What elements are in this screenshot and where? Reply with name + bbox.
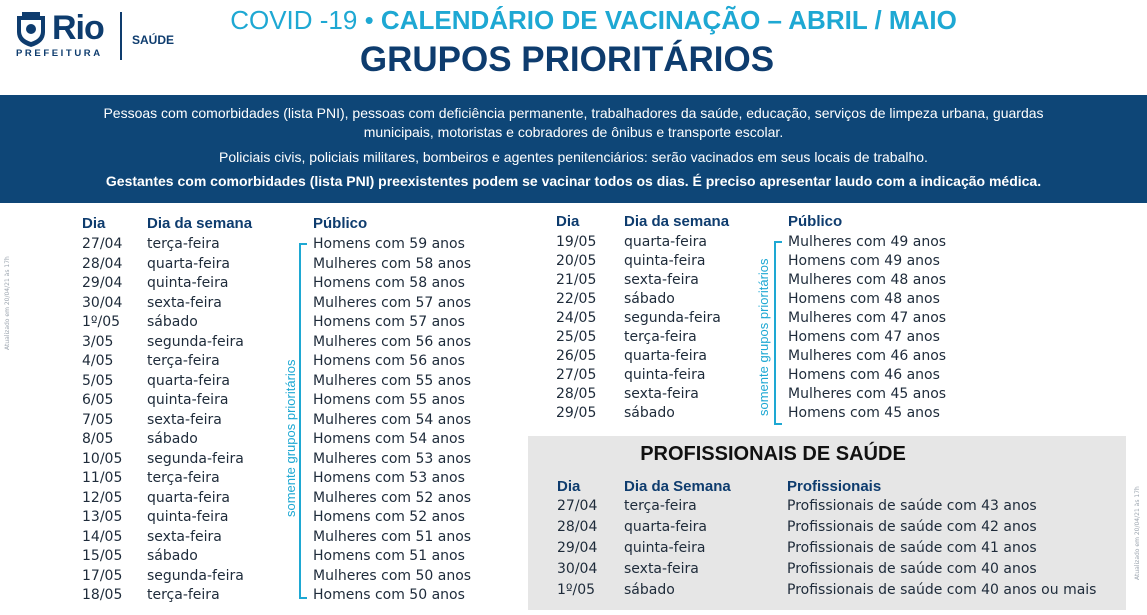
left-row-cell-public: Homens com 58 anos xyxy=(313,275,465,291)
logo-name: Rio xyxy=(52,9,104,47)
left-row-cell-day: 3/05 xyxy=(82,333,114,350)
left-row-cell-public: Homens com 56 anos xyxy=(313,353,465,369)
info-banner xyxy=(0,95,1147,203)
banner-line-3: Gestantes com comorbidades (lista PNI) preexistentes podem se vacinar todos os dias. É preciso apresentar laudo com a indicação médica. xyxy=(105,173,1042,189)
left-priority-label: somente grupos prioritários xyxy=(283,359,298,517)
health-row-cell-weekday: quarta-feira xyxy=(624,519,707,535)
right-row-cell-public: Mulheres com 49 anos xyxy=(788,234,947,250)
right-row-cell-weekday: sexta-feira xyxy=(624,272,699,288)
left-row-cell-weekday: terça-feira xyxy=(147,353,220,369)
health-professionals-title: PROFISSIONAIS DE SAÚDE xyxy=(640,443,906,465)
right-priority-label: somente grupos prioritários xyxy=(756,258,771,416)
left-row-cell-public: Homens com 52 anos xyxy=(313,509,465,525)
left-row-cell-day: 5/05 xyxy=(82,372,114,389)
left-row-cell-weekday: terça-feira xyxy=(147,470,220,486)
logo-subtitle: PREFEITURA xyxy=(16,48,103,59)
page-title xyxy=(0,4,1147,36)
left-header-day: Dia xyxy=(82,215,106,232)
health-row-cell-public: Profissionais de saúde com 40 anos ou mais xyxy=(787,582,1097,598)
right-row-cell-weekday: sábado xyxy=(624,405,675,421)
left-row-cell-weekday: quarta-feira xyxy=(147,255,230,272)
left-row-cell-day: 13/05 xyxy=(82,509,123,525)
health-row-cell-public: Profissionais de saúde com 43 anos xyxy=(787,498,1037,514)
left-row-cell-weekday: quarta-feira xyxy=(147,372,230,389)
left-row-cell-day: 27/04 xyxy=(82,236,123,252)
right-row-cell-weekday: sexta-feira xyxy=(624,386,699,402)
right-row-cell-day: 22/05 xyxy=(556,291,597,307)
right-row-cell-weekday: segunda-feira xyxy=(624,310,721,326)
right-row-cell-day: 27/05 xyxy=(556,367,597,383)
left-row-cell-public: Mulheres com 58 anos xyxy=(313,255,472,272)
left-row-cell-day: 1º/05 xyxy=(82,314,121,330)
left-row-cell-weekday: sábado xyxy=(147,431,198,447)
left-row-cell-public: Homens com 50 anos xyxy=(313,587,465,603)
left-row-cell-day: 14/05 xyxy=(82,528,123,545)
left-row-cell-public: Homens com 51 anos xyxy=(313,548,465,564)
right-row-cell-weekday: quarta-feira xyxy=(624,234,707,250)
health-header-weekday: Dia da Semana xyxy=(624,478,731,495)
health-row-cell-weekday: sexta-feira xyxy=(624,561,699,577)
left-row-cell-weekday: quarta-feira xyxy=(147,489,230,506)
right-row-cell-public: Mulheres com 45 anos xyxy=(788,386,947,402)
left-row-cell-day: 4/05 xyxy=(82,353,114,369)
banner-line-2: Policiais civis, policiais militares, bombeiros e agentes penitenciários: serão vacinados em seus locais de trabalho. xyxy=(219,149,928,165)
health-row-cell-day: 29/04 xyxy=(557,540,598,556)
title-main: CALENDÁRIO DE VACINAÇÃO – ABRIL / MAIO xyxy=(380,5,957,35)
left-row-cell-public: Mulheres com 52 anos xyxy=(313,489,472,506)
right-row-cell-public: Mulheres com 48 anos xyxy=(788,272,947,288)
right-row-cell-day: 28/05 xyxy=(556,386,597,402)
right-row-cell-day: 24/05 xyxy=(556,310,597,326)
health-row-cell-day: 27/04 xyxy=(557,498,598,514)
left-row-cell-day: 12/05 xyxy=(82,489,123,506)
health-row-cell-day: 1º/05 xyxy=(557,582,596,598)
right-row-cell-day: 19/05 xyxy=(556,234,597,250)
title-prefix: COVID -19 xyxy=(230,5,358,35)
update-note-left: Atualizado em 20/04/21 às 17h xyxy=(4,256,11,350)
right-row-cell-public: Homens com 48 anos xyxy=(788,291,940,307)
right-row-cell-day: 26/05 xyxy=(556,348,597,364)
update-note-right: Atualizado em 20/04/21 às 17h xyxy=(1134,486,1141,580)
left-row-cell-public: Homens com 55 anos xyxy=(313,392,465,408)
left-row-cell-public: Mulheres com 56 anos xyxy=(313,333,472,350)
right-row-cell-public: Mulheres com 46 anos xyxy=(788,348,947,364)
left-row-cell-public: Mulheres com 50 anos xyxy=(313,567,472,584)
right-row-cell-public: Mulheres com 47 anos xyxy=(788,310,947,326)
banner-line-1: Pessoas com comorbidades (lista PNI), pessoas com deficiência permanente, trabalhadores da saúde, educação, serviços de limpeza urbana, guardas municipais, motoristas e cobradores de ônibus e transporte escolar. xyxy=(103,105,1044,140)
right-header-day: Dia xyxy=(556,213,580,230)
health-row-cell-day: 28/04 xyxy=(557,519,598,535)
left-row-cell-public: Homens com 53 anos xyxy=(313,470,465,486)
health-header-day: Dia xyxy=(557,478,581,495)
left-row-cell-weekday: sexta-feira xyxy=(147,411,222,428)
left-row-cell-weekday: terça-feira xyxy=(147,236,220,252)
right-header-weekday: Dia da semana xyxy=(624,213,730,230)
right-row-cell-public: Homens com 47 anos xyxy=(788,329,940,345)
left-row-cell-weekday: quinta-feira xyxy=(147,509,229,525)
left-row-cell-weekday: segunda-feira xyxy=(147,567,244,584)
left-row-cell-weekday: quinta-feira xyxy=(147,275,229,291)
left-row-cell-day: 6/05 xyxy=(82,392,114,408)
left-row-cell-day: 10/05 xyxy=(82,450,123,467)
health-header-profession: Profissionais xyxy=(787,478,882,495)
left-row-cell-day: 18/05 xyxy=(82,587,123,603)
right-row-cell-day: 29/05 xyxy=(556,405,597,421)
right-row-cell-weekday: terça-feira xyxy=(624,329,697,345)
left-header-public: Público xyxy=(313,215,368,232)
left-row-cell-public: Mulheres com 54 anos xyxy=(313,411,472,428)
health-row-cell-weekday: terça-feira xyxy=(624,498,697,514)
right-row-cell-weekday: sábado xyxy=(624,291,675,307)
health-row-cell-weekday: sábado xyxy=(624,582,675,598)
left-row-cell-day: 28/04 xyxy=(82,255,123,272)
left-row-cell-day: 7/05 xyxy=(82,411,114,428)
left-row-cell-weekday: segunda-feira xyxy=(147,333,244,350)
health-row-cell-public: Profissionais de saúde com 42 anos xyxy=(787,519,1037,535)
left-row-cell-public: Mulheres com 55 anos xyxy=(313,372,472,389)
page-subtitle: GRUPOS PRIORITÁRIOS xyxy=(359,40,775,79)
left-row-cell-public: Homens com 57 anos xyxy=(313,314,465,330)
left-row-cell-public: Mulheres com 53 anos xyxy=(313,450,472,467)
health-row-cell-day: 30/04 xyxy=(557,561,598,577)
right-row-cell-public: Homens com 46 anos xyxy=(788,367,940,383)
left-row-cell-day: 17/05 xyxy=(82,567,123,584)
right-row-cell-day: 25/05 xyxy=(556,329,597,345)
left-row-cell-day: 29/04 xyxy=(82,275,123,291)
left-header-weekday: Dia da semana xyxy=(147,215,253,232)
left-row-cell-weekday: sexta-feira xyxy=(147,294,222,311)
right-priority-bracket xyxy=(774,241,782,425)
health-row-cell-public: Profissionais de saúde com 41 anos xyxy=(787,540,1037,556)
health-row-cell-weekday: quinta-feira xyxy=(624,540,706,556)
left-priority-bracket xyxy=(299,243,307,599)
left-row-cell-public: Homens com 54 anos xyxy=(313,431,465,447)
left-row-cell-day: 11/05 xyxy=(82,470,123,486)
title-separator: • xyxy=(364,5,374,35)
logo-department: SAÚDE xyxy=(132,33,175,47)
left-row-cell-weekday: sábado xyxy=(147,548,198,564)
right-row-cell-public: Homens com 45 anos xyxy=(788,405,940,421)
right-row-cell-weekday: quinta-feira xyxy=(624,367,706,383)
left-row-cell-day: 30/04 xyxy=(82,294,123,311)
left-row-cell-day: 8/05 xyxy=(82,431,114,447)
left-row-cell-public: Homens com 59 anos xyxy=(313,236,465,252)
left-row-cell-weekday: segunda-feira xyxy=(147,450,244,467)
right-row-cell-weekday: quinta-feira xyxy=(624,253,706,269)
left-row-cell-weekday: quinta-feira xyxy=(147,392,229,408)
right-row-cell-public: Homens com 49 anos xyxy=(788,253,940,269)
left-row-cell-weekday: sábado xyxy=(147,314,198,330)
right-row-cell-day: 20/05 xyxy=(556,253,597,269)
left-row-cell-public: Mulheres com 51 anos xyxy=(313,528,472,545)
right-row-cell-day: 21/05 xyxy=(556,272,597,288)
right-header-public: Público xyxy=(788,213,843,230)
left-row-cell-weekday: terça-feira xyxy=(147,587,220,603)
left-row-cell-day: 15/05 xyxy=(82,548,123,564)
right-row-cell-weekday: quarta-feira xyxy=(624,348,707,364)
health-row-cell-public: Profissionais de saúde com 40 anos xyxy=(787,561,1037,577)
left-row-cell-weekday: sexta-feira xyxy=(147,528,222,545)
left-row-cell-public: Mulheres com 57 anos xyxy=(313,294,472,311)
